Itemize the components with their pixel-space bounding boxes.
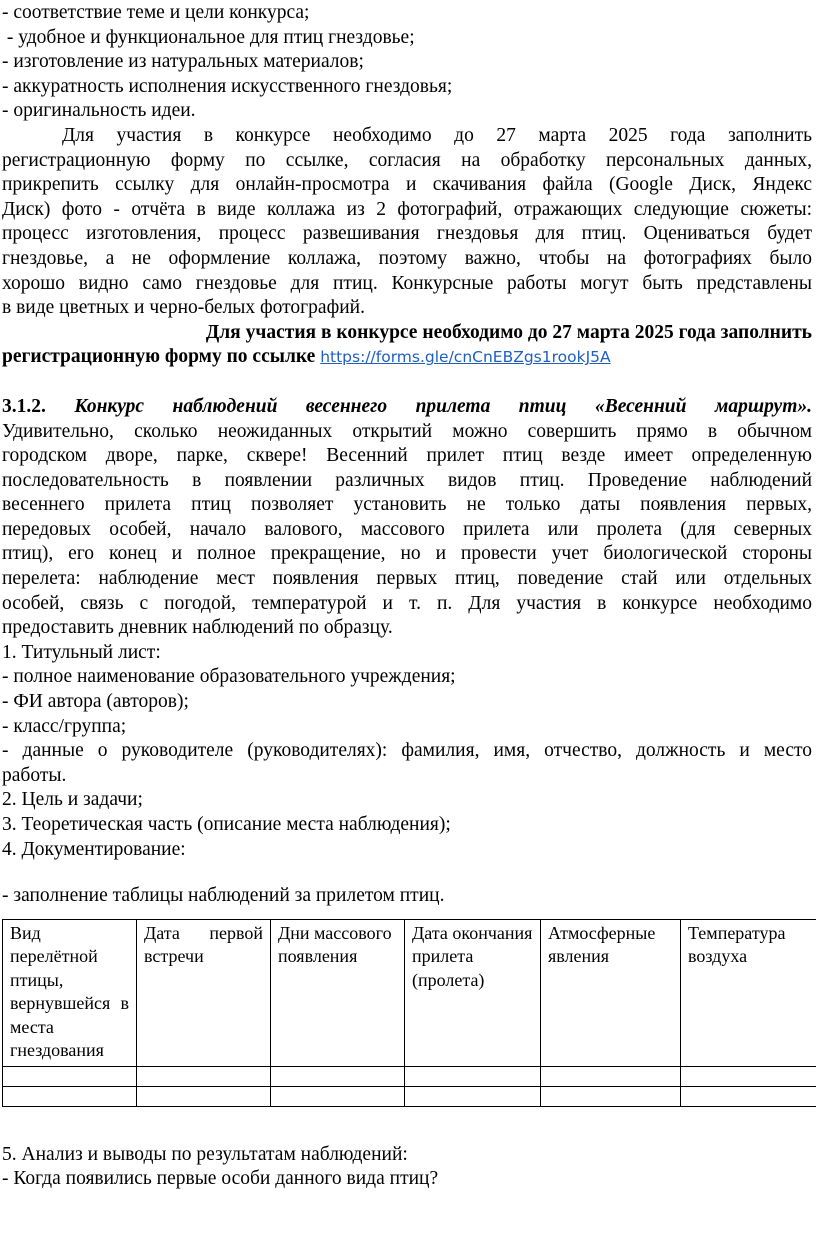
table-row [3, 1066, 816, 1086]
table-row [3, 1086, 816, 1106]
diary-structure [2, 641, 812, 909]
header-end-date: Дата окончания прилета (пролета) [405, 919, 541, 1066]
criteria-item: - соответствие теме и цели конкурса; [2, 2, 310, 23]
section-3-1-2 [2, 395, 812, 641]
paragraph-line: процесс изготовления, процесс развешивания гнездовья для птиц. Оцениваться будет [2, 223, 812, 245]
table-cell[interactable] [3, 1086, 137, 1106]
criteria-list [2, 1, 812, 124]
registration-form-link[interactable]: https://forms.gle/cnCnEBZgs1rookJ5A [320, 348, 611, 367]
table-cell[interactable] [271, 1086, 405, 1106]
diary-item-2: 2. Цель и задачи; [2, 789, 143, 811]
paragraph-line: в виде цветных и черно-белых фотографий. [2, 297, 365, 319]
criteria-item: - изготовление из натуральных материалов; [2, 51, 364, 73]
table-cell[interactable] [3, 1066, 137, 1086]
participation-paragraph [2, 124, 812, 321]
title-page-item: - данные о руководителе (руководителях): фамилия, имя, отчество, должность и место [2, 740, 812, 762]
paragraph-line: Диск) фото - отчёта в виде коллажа из 2 фотографий, отражающих следующие сюжеты: [2, 198, 812, 220]
section-body-line: птиц), его конец и полное прекращение, но и провести учет биологической стороны [2, 543, 812, 565]
paragraph-line: хорошо видно само гнездовье для птиц. Конкурсные работы могут быть представлены [2, 272, 812, 294]
header-weather: Атмосферные явления [541, 919, 681, 1066]
section-body-line: перелета: наблюдение мест появления первых птиц, поведение стай или отдельных [2, 568, 812, 590]
section-body-line: весеннего прилета птиц позволяет установить не только даты появления первых, [2, 494, 812, 516]
analysis-section [2, 1143, 812, 1192]
header-mass-days: Дни массового появления [271, 919, 405, 1066]
table-intro: - заполнение таблицы наблюдений за прилетом птиц. [2, 885, 445, 907]
table-cell[interactable] [681, 1086, 816, 1106]
section-body-line: особей, связь с погодой, температурой и т. п. Для участия в конкурсе необходимо [2, 592, 812, 614]
observation-table [2, 919, 816, 1107]
title-page-item: - ФИ автора (авторов); [2, 691, 189, 713]
bold-notice [2, 321, 812, 370]
title-page-item: работы. [2, 764, 67, 786]
notice-text: регистрационную форму по ссылке [2, 346, 316, 368]
spacer [2, 370, 812, 395]
title-page-heading: 1. Титульный лист: [2, 641, 161, 663]
section-title: Конкурс наблюдений весеннего прилета птиц «Весенний маршрут». [74, 395, 813, 417]
notice-line-2 [2, 345, 812, 370]
section-body-line: последовательность в появлении различных видов птиц. Проведение наблюдений [2, 469, 812, 491]
header-first-date: Дата первой встречи [137, 919, 271, 1066]
table-cell[interactable] [405, 1086, 541, 1106]
spacer [2, 862, 812, 884]
paragraph-line: гнездовье, а не оформление коллажа, поэтому важно, чтобы на фотографиях было [2, 247, 812, 269]
table-header-row [3, 919, 816, 1066]
table-cell[interactable] [681, 1066, 816, 1086]
section-body-line: Удивительно, сколько неожиданных открытий можно совершить прямо в обычном [2, 420, 812, 442]
table-cell[interactable] [137, 1086, 271, 1106]
criteria-item: - аккуратность исполнения искусственного гнездовья; [2, 75, 453, 97]
diary-item-3: 3. Теоретическая часть (описание места наблюдения); [2, 814, 451, 835]
table-cell[interactable] [541, 1086, 681, 1106]
table-cell[interactable] [541, 1066, 681, 1086]
diary-item-4: 4. Документирование: [2, 838, 186, 860]
table-cell[interactable] [405, 1066, 541, 1086]
criteria-item: - удобное и функциональное для птиц гнездовье; [2, 26, 415, 48]
paragraph-line: регистрационную форму по ссылке, согласия на обработку персональных данных, [2, 149, 812, 171]
table-cell[interactable] [137, 1066, 271, 1086]
section-number: 3.1.2. [2, 395, 46, 417]
section-heading [2, 395, 812, 420]
header-bird-species: Вид перелётной птицы, вернувшейся в места гнездования [3, 919, 137, 1066]
table-cell[interactable] [271, 1066, 405, 1086]
analysis-question: - Когда появились первые особи данного вида птиц? [2, 1168, 439, 1190]
title-page-item: - полное наименование образовательного учреждения; [2, 666, 456, 688]
section-body-line: предоставить дневник наблюдений по образцу. [2, 617, 393, 639]
paragraph-line: прикрепить ссылку для онлайн-просмотра и скачивания файла (Google Диск, Яндекс [2, 174, 812, 196]
analysis-heading: 5. Анализ и выводы по результатам наблюдений: [2, 1143, 408, 1165]
notice-line: Для участия в конкурсе необходимо до 27 марта 2025 года заполнить [205, 321, 812, 343]
title-page-item: - класс/группа; [2, 715, 127, 737]
section-body-line: передовых особей, начало валового, массового прилета или пролета (для северных [2, 518, 812, 540]
paragraph-line: Для участия в конкурсе необходимо до 27 марта 2025 года заполнить [62, 124, 812, 146]
criteria-item: - оригинальность идеи. [2, 100, 196, 122]
header-temperature: Температура воздуха [681, 919, 816, 1066]
section-body-line: городском дворе, парке, сквере! Весенний прилет птиц везде имеет определенную [2, 445, 812, 467]
